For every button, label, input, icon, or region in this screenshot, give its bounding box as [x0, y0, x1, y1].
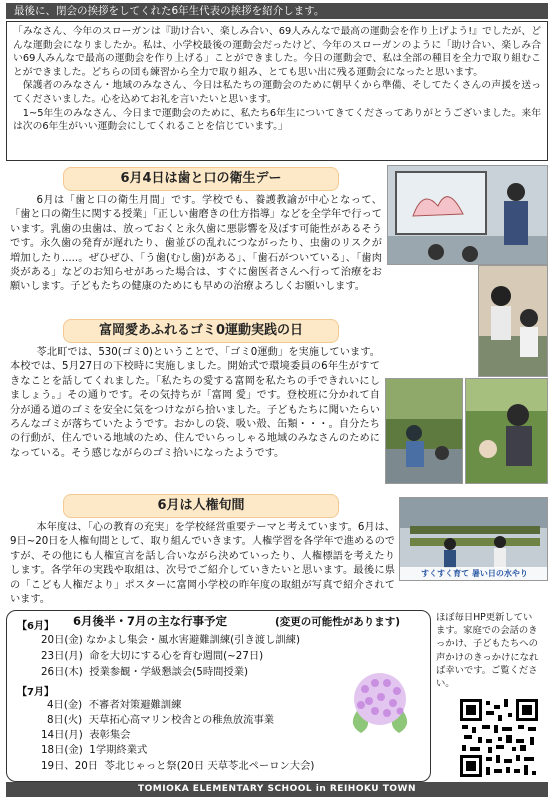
july-event-1 [47, 698, 181, 713]
july-event-2 [47, 713, 274, 728]
human-rights-body: 本年度は、「心の教育の充実」を学校経営重要テーマと考えています。6月は、9日~20日を人権旬間として、取り組んでいきます。人権学習を各学年で進めるのですが、その他にも人権宣言を話し合いながら決めていったり、人権標語を考えたりします。各学年の実践や取組は、次号でご紹介していきたいと思います。最後に県の「こども人権だより」ポスターに富岡小学校の昨年度の取組が写真で紹介されています。 [10, 522, 395, 606]
july-label: 【7月】 [17, 687, 54, 698]
event-date: 4日(金) [47, 699, 83, 711]
gomi-body: 苓北町では、530(ゴミ0)ということで、「ゴミ0運動」を実施しています。本校では、5月27日の下校時に実施しました。開始式で環境委員の6年生がすてきなことを話してくれました。「私たちの愛する富岡を私たちの手できれいにしましょう。」その通りです。その気持ちが「富岡 愛」です。登校班に分かれて自分が通る道のゴミを安全に気をつけながら拾いました。子どもたちに聞いたらいろんなゴミが落ちていたようです。おかしの袋、吸い殻、缶類・・・。自分たちの行動が、住んでいる地域のため、住んでいらっしゃる地域のみなさんのためになっている。そう感じながらのゴミ拾いになったようです。 [10, 347, 380, 459]
july-event-3 [41, 728, 130, 743]
footer: TOMIOKA ELEMENTARY SCHOOL in REIHOKU TOWN [6, 782, 548, 797]
event-text: 苓北じゃっと祭(20日 天草苓北ペーロン大会) [104, 760, 315, 772]
event-date: 18日(金) [41, 744, 83, 756]
june-event-1 [41, 633, 300, 648]
event-text: 天草拓心高マリン校舎との稚魚放流事業 [88, 714, 275, 726]
speech-paragraph-2: 保護者のみなさん・地域のみなさん、今日は私たちの運動会のために朝早くから準備、そしてたくさんの声援を送ってくださいました。心を込めてお礼を言いたいと思います。 [13, 80, 541, 105]
june-event-3 [41, 665, 248, 680]
intro-bar: 最後に、閉会の挨拶をしてくれた6年生代表の挨拶を紹介します。 [6, 3, 548, 19]
june-label: 【6月】 [17, 621, 54, 632]
event-text: 授業参観・学級懇談会(5時間授業) [89, 666, 249, 678]
event-text: 不審者対策避難訓練 [88, 699, 182, 711]
gomi-photo-2 [465, 378, 548, 484]
event-date: 14日(月) [41, 729, 83, 741]
section-heading-human-rights: 6月は人権旬間 [63, 494, 339, 518]
event-text: 表彰集会 [89, 729, 131, 741]
event-date: 26日(木) [41, 666, 83, 678]
event-text: なかよし集会・風水害避難訓練(引き渡し訓練) [86, 634, 300, 646]
section-heading-gomi: 富岡愛あふれるゴミ0運動実践の日 [63, 319, 339, 343]
brushing-photo [478, 265, 548, 377]
event-text: 命を大切にする心を育む週間(~27日) [89, 650, 264, 662]
schedule-title: 6月後半・7月の主な行事予定 [73, 614, 228, 628]
qr-code[interactable] [458, 697, 540, 779]
event-date: 20日(金) [41, 634, 83, 646]
teeth-body: 6月は「歯と口の衛生月間」です。学校でも、養護教諭が中心となって、「歯と口の衛生に関する授業」「正しい歯磨きの仕方指導」などを全学年で行っています。乳歯の虫歯は、放っておくと永久歯に悪影響を及ぼす可能性があるそうです。永久歯の発育が遅れたり、歯並びの乱れにつながったり、虫歯のリスクが増加したり.....。ぜひぜひ、「う歯(むし歯)がある」、「歯石がついている」、「歯肉炎がある」などのお知らせがあった場合は、すぐに歯医者さんへ行って治療をお願いします。子どもたちの健康のためにも早めの治療よろしくお願いします。 [10, 195, 382, 293]
hydrangea-illustration [345, 667, 415, 739]
watering-caption: すくすく育て 暑い日の水やり [400, 567, 548, 580]
speech-paragraph-1: 「みなさん、今年のスローガンは『助け合い、楽しみ合い、69人みんなで最高の運動会を作り上げよう!』でしたが、どんな運動会になりましたか。私は、小学校最後の運動会だったけど、今年のスローガンのように「助け合い、楽しみ合い69人みんなで最高の運動会を作り上げる」ことができました。今日の運動会で、私は全部の種目を全力で取り組むことができました。どちらの団も練習から全力で取り組み、とても思い出に残る運動会になったと思います。 [13, 26, 541, 78]
event-date: 19日、20日 [41, 760, 99, 772]
july-event-4 [41, 743, 147, 758]
watering-photo [399, 497, 548, 581]
teeth-class-photo [387, 165, 548, 265]
schedule-note: (変更の可能性があります) [275, 616, 401, 628]
event-date: 23日(月) [41, 650, 83, 662]
june-event-2 [41, 649, 263, 664]
speech-paragraph-3: 1~5年生のみなさん、今日まで運動会のために、私たち6年生についてきてくださってありがとうございました。来年は次の6年生がいい運動会にしてくれることを信じています。」 [13, 107, 541, 133]
hp-note: ほぼ毎日HP更新しています。家庭での会話のきっかけ、子どもたちへの声かけのきっかけになれば幸いです。ご覧ください。 [436, 612, 539, 690]
gomi-photo-1 [385, 378, 463, 484]
event-date: 8日(火) [47, 714, 83, 726]
schedule-box [6, 610, 431, 782]
event-text: 1学期終業式 [89, 744, 148, 756]
speech-box [6, 21, 548, 161]
section-heading-teeth: 6月4日は歯と口の衛生デー [63, 167, 339, 191]
july-event-5 [41, 759, 314, 774]
